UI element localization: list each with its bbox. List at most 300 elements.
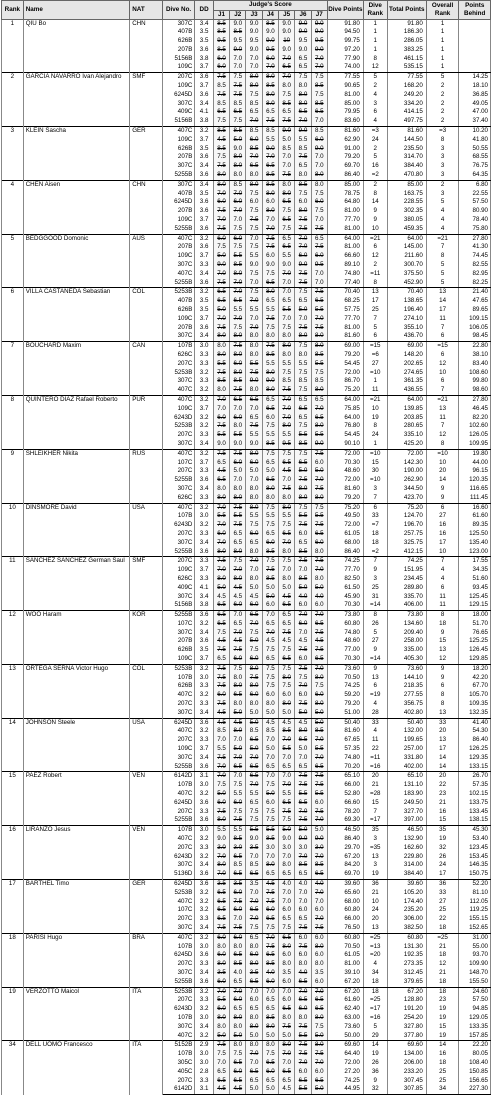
total-points-cell: 273.35 <box>387 960 426 969</box>
dive-points-cell: 81.00 <box>327 324 363 333</box>
j4-cell: 6.0 <box>262 906 278 915</box>
dive-rank-cell: =17 <box>363 816 387 825</box>
overall-rank-cell: 1 <box>426 55 459 64</box>
dive-points-cell: 84.20 <box>327 861 363 870</box>
dive-no-cell: 6245D <box>162 718 195 727</box>
dive-rank-cell: 14 <box>363 1041 387 1050</box>
j7-cell: 3.0 <box>311 844 327 853</box>
j6-cell: 9.0 <box>295 28 311 37</box>
j1-cell: 8.5 <box>213 28 229 37</box>
dive-rank-cell: 26 <box>363 620 387 629</box>
points-behind-cell: 22.80 <box>459 342 491 351</box>
j7-cell: 7.0 <box>311 853 327 862</box>
j1-cell: 7.0 <box>213 270 229 279</box>
j5-cell: 8.0 <box>279 190 295 199</box>
dd-cell: 3.8 <box>195 55 213 64</box>
dive-no-cell: 5253B <box>162 369 195 378</box>
overall-rank-cell: 12 <box>426 360 459 369</box>
dive-no-cell: 307C <box>162 19 195 28</box>
dive-no-cell: 5253B <box>162 987 195 996</box>
dive-rank-cell: =16 <box>363 1014 387 1023</box>
j3-cell: 4.5 <box>246 593 262 602</box>
points-behind-cell: 82.20 <box>459 414 491 423</box>
dd-cell: 3.5 <box>195 306 213 315</box>
j3-cell: 8.0 <box>246 351 262 360</box>
j1-cell: 7.5 <box>213 369 229 378</box>
dive-points-cell: 46.50 <box>327 826 363 835</box>
j5-cell: 4.5 <box>279 718 295 727</box>
header-dive-rank: Dive Rank <box>363 1 387 20</box>
points-behind-cell: 41.30 <box>459 243 491 252</box>
total-points-cell: 229.80 <box>387 853 426 862</box>
j2-cell: 7.5 <box>230 225 246 234</box>
points-behind-cell: 116.65 <box>459 485 491 494</box>
dd-cell: 3.3 <box>195 996 213 1005</box>
dive-rank-cell: 5 <box>363 73 387 82</box>
j3-cell: 5.0 <box>246 745 262 754</box>
j1-cell: 6.0 <box>213 63 229 72</box>
dive-rank-cell: 5 <box>363 324 387 333</box>
j3-cell: 9.0 <box>246 835 262 844</box>
j2-cell: 6.5 <box>230 691 246 700</box>
dive-rank-cell: =25 <box>363 933 387 942</box>
overall-rank-cell: 1 <box>426 28 459 37</box>
j5-cell: 7.5 <box>279 521 295 530</box>
j3-cell: 7.0 <box>246 889 262 898</box>
j1-cell: 8.0 <box>213 548 229 557</box>
table-row <box>2 180 491 189</box>
overall-rank-cell: 16 <box>426 530 459 539</box>
dive-no-cell: 207C <box>162 808 195 817</box>
j2-cell: 7.5 <box>230 816 246 825</box>
j1-cell: 8.5 <box>213 127 229 136</box>
j2-cell: 8.0 <box>230 700 246 709</box>
points-behind-cell: 68.55 <box>459 153 491 162</box>
j4-cell: 7.5 <box>262 557 278 566</box>
athlete-rank: 18 <box>2 933 24 987</box>
dive-rank-cell: =14 <box>363 655 387 664</box>
j5-cell: 4.5 <box>279 467 295 476</box>
dive-rank-cell: 6 <box>363 332 387 341</box>
dive-no-cell: 307C <box>162 539 195 548</box>
j2-cell: 8.5 <box>230 835 246 844</box>
points-behind-cell: 123.00 <box>459 548 491 557</box>
j2-cell: 7.5 <box>230 91 246 100</box>
dd-cell: 3.3 <box>195 494 213 503</box>
dive-points-cell: 77.70 <box>327 315 363 324</box>
dive-points-cell: 91.00 <box>327 145 363 154</box>
j2-cell: 8.5 <box>230 960 246 969</box>
j1-cell: 7.5 <box>213 700 229 709</box>
j6-cell: 9.0 <box>295 127 311 136</box>
j2-cell: 8.0 <box>230 351 246 360</box>
j1-cell: 8.0 <box>213 494 229 503</box>
dive-no-cell: 207C <box>162 915 195 924</box>
points-behind-cell: 82.95 <box>459 270 491 279</box>
j2-cell: 4.5 <box>230 637 246 646</box>
dive-no-cell: 5156B <box>162 601 195 610</box>
dd-cell: 3.6 <box>195 637 213 646</box>
j4-cell: 5.5 <box>262 306 278 315</box>
points-behind-cell: 109.15 <box>459 315 491 324</box>
dive-points-cell: 29.70 <box>327 844 363 853</box>
j6-cell: 4.0 <box>295 880 311 889</box>
j6-cell: 9.0 <box>295 46 311 55</box>
j3-cell: 6.5 <box>246 870 262 879</box>
j4-cell: 8.0 <box>262 494 278 503</box>
dive-no-cell: 407C <box>162 898 195 907</box>
j3-cell: 3.5 <box>246 880 262 889</box>
j2-cell: 5.5 <box>230 252 246 261</box>
j4-cell: 6.5 <box>262 530 278 539</box>
j3-cell: 8.0 <box>246 664 262 673</box>
points-behind-cell: 31.00 <box>459 933 491 942</box>
j7-cell: 7.5 <box>311 73 327 82</box>
total-points-cell: 151.95 <box>387 566 426 575</box>
overall-rank-cell: =21 <box>426 395 459 404</box>
j6-cell: 7.5 <box>295 225 311 234</box>
dive-no-cell: 307C <box>162 440 195 449</box>
athlete-name: JOHNSON Steele <box>23 718 129 772</box>
dive-no-cell: 409C <box>162 108 195 117</box>
j5-cell: 8.0 <box>279 700 295 709</box>
j4-cell: 7.0 <box>262 933 278 942</box>
dive-points-cell: 81.00 <box>327 91 363 100</box>
overall-rank-cell: 3 <box>426 190 459 199</box>
j7-cell: 6.5 <box>311 763 327 772</box>
j2-cell: 7.5 <box>230 503 246 512</box>
j4-cell: 6.0 <box>262 55 278 64</box>
j4-cell: 7.0 <box>262 987 278 996</box>
total-points-cell: 289.80 <box>387 584 426 593</box>
j4-cell: 7.0 <box>262 216 278 225</box>
overall-rank-cell: 9 <box>426 674 459 683</box>
dive-rank-cell: 31 <box>363 593 387 602</box>
table-row <box>2 987 491 996</box>
j4-cell: 7.5 <box>262 315 278 324</box>
j4-cell: 6.0 <box>262 691 278 700</box>
j7-cell: 8.0 <box>311 342 327 351</box>
dive-points-cell: 77.00 <box>327 646 363 655</box>
dive-rank-cell: 20 <box>363 772 387 781</box>
dive-rank-cell: =2 <box>363 548 387 557</box>
j7-cell: 7.0 <box>311 315 327 324</box>
j7-cell: 9.0 <box>311 440 327 449</box>
dive-points-cell: 81.60 <box>327 727 363 736</box>
j2-cell: 4.5 <box>230 584 246 593</box>
j4-cell: 5.0 <box>262 790 278 799</box>
total-points-cell: 91.80 <box>387 19 426 28</box>
dive-no-cell: 307C <box>162 593 195 602</box>
points-behind-cell: 27.80 <box>459 234 491 243</box>
j3-cell: 5.0 <box>246 467 262 476</box>
dd-cell: 3.2 <box>195 727 213 736</box>
overall-rank-cell: 15 <box>426 1023 459 1032</box>
j5-cell: 7.0 <box>279 539 295 548</box>
dive-points-cell: 64.40 <box>327 1050 363 1059</box>
points-behind-cell: 96.15 <box>459 467 491 476</box>
j3-cell: 8.0 <box>246 171 262 180</box>
j2-cell: 5.5 <box>230 826 246 835</box>
dive-rank-cell: =6 <box>363 351 387 360</box>
dive-points-cell: 70.50 <box>327 943 363 952</box>
table-row <box>2 395 491 404</box>
j7-cell: 9.5 <box>311 37 327 46</box>
j4-cell: 9.5 <box>262 46 278 55</box>
dive-no-cell: 6245D <box>162 799 195 808</box>
overall-rank-cell: =21 <box>426 234 459 243</box>
dive-rank-cell: 13 <box>363 674 387 683</box>
j2-cell: 6.0 <box>230 601 246 610</box>
dive-rank-cell: =10 <box>363 476 387 485</box>
dive-no-cell: 407C <box>162 691 195 700</box>
j3-cell: 3.5 <box>246 844 262 853</box>
points-behind-cell <box>459 28 491 37</box>
dive-no-cell: 6243D <box>162 853 195 862</box>
overall-rank-cell: 5 <box>426 73 459 82</box>
j7-cell: 7.0 <box>311 566 327 575</box>
overall-rank-cell: 21 <box>426 969 459 978</box>
dive-rank-cell: 1 <box>363 377 387 386</box>
j2-cell: 7.5 <box>230 557 246 566</box>
j7-cell: 6.0 <box>311 906 327 915</box>
dd-cell: 3.6 <box>195 816 213 825</box>
j7-cell: 4.0 <box>311 880 327 889</box>
overall-rank-cell: 13 <box>426 405 459 414</box>
j4-cell: 7.5 <box>262 924 278 933</box>
dd-cell: 3.6 <box>195 548 213 557</box>
j5-cell: 3.5 <box>279 969 295 978</box>
overall-rank-cell: 6 <box>426 682 459 691</box>
j6-cell: 7.5 <box>295 646 311 655</box>
dive-points-cell: 77.55 <box>327 73 363 82</box>
total-points-cell: 65.10 <box>387 772 426 781</box>
overall-rank-cell: 27 <box>426 898 459 907</box>
j2-cell: 8.0 <box>230 485 246 494</box>
dive-rank-cell: =15 <box>363 342 387 351</box>
j6-cell: 6.0 <box>295 1068 311 1077</box>
dive-points-cell: 69.70 <box>327 870 363 879</box>
dive-no-cell: 5255B <box>162 279 195 288</box>
points-behind-cell: 126.05 <box>459 431 491 440</box>
overall-rank-cell: 1 <box>426 63 459 72</box>
j4-cell: 6.5 <box>262 162 278 171</box>
dive-points-cell: 86.40 <box>327 548 363 557</box>
total-points-cell: 249.20 <box>387 91 426 100</box>
total-points-cell: 382.50 <box>387 924 426 933</box>
dive-no-cell: 307C <box>162 332 195 341</box>
j3-cell: 9.5 <box>246 37 262 46</box>
j6-cell: 8.0 <box>295 91 311 100</box>
dive-no-cell: 407C <box>162 449 195 458</box>
dive-rank-cell: 25 <box>363 306 387 315</box>
j7-cell: 6.0 <box>311 252 327 261</box>
j7-cell: 8.0 <box>311 332 327 341</box>
athlete-name: SHLEIKHER Nikita <box>23 449 129 503</box>
j4-cell: 8.5 <box>262 19 278 28</box>
dive-no-cell: 307C <box>162 100 195 109</box>
j4-cell: 7.5 <box>262 243 278 252</box>
overall-rank-cell: 3 <box>426 162 459 171</box>
dive-rank-cell: 6 <box>363 503 387 512</box>
overall-rank-cell: 6 <box>426 503 459 512</box>
points-behind-cell: 148.70 <box>459 969 491 978</box>
j4-cell: 7.5 <box>262 781 278 790</box>
dive-no-cell: 5156B <box>162 55 195 64</box>
overall-rank-cell: 9 <box>426 629 459 638</box>
athlete-rank: 1 <box>2 19 24 73</box>
j2-cell: 7.0 <box>230 190 246 199</box>
points-behind-cell: 133.75 <box>459 799 491 808</box>
j3-cell: 8.0 <box>246 494 262 503</box>
total-points-cell: 168.20 <box>387 82 426 91</box>
points-behind-cell: 98.60 <box>459 386 491 395</box>
j5-cell: 6.0 <box>279 951 295 960</box>
dd-cell: 3.0 <box>195 781 213 790</box>
j1-cell: 6.5 <box>213 288 229 297</box>
j3-cell: 7.0 <box>246 63 262 72</box>
total-points-cell: 145.00 <box>387 243 426 252</box>
j6-cell: 7.0 <box>295 987 311 996</box>
overall-rank-cell: 17 <box>426 306 459 315</box>
points-behind-cell: 152.65 <box>459 924 491 933</box>
j5-cell: 3.0 <box>279 844 295 853</box>
j3-cell: 8.5 <box>246 145 262 154</box>
j2-cell: 3.0 <box>230 844 246 853</box>
dd-cell: 3.2 <box>195 933 213 942</box>
j5-cell: 6.5 <box>279 1005 295 1014</box>
dive-points-cell: 60.80 <box>327 933 363 942</box>
points-behind-cell: 94.85 <box>459 1005 491 1014</box>
j2-cell: 6.0 <box>230 234 246 243</box>
points-behind-cell: 64.35 <box>459 171 491 180</box>
j7-cell: 7.0 <box>311 162 327 171</box>
j1-cell: 6.0 <box>213 951 229 960</box>
points-behind-cell: 51.60 <box>459 575 491 584</box>
dive-points-cell: 64.00 <box>327 395 363 404</box>
overall-rank-cell: 5 <box>426 261 459 270</box>
dd-cell: 3.7 <box>195 82 213 91</box>
total-points-cell: 67.20 <box>387 987 426 996</box>
j5-cell: 8.5 <box>279 727 295 736</box>
total-points-cell: 124.70 <box>387 512 426 521</box>
total-points-cell: 209.40 <box>387 629 426 638</box>
j2-cell: 6.0 <box>230 889 246 898</box>
j6-cell: 7.0 <box>295 566 311 575</box>
dive-no-cell: 5253B <box>162 288 195 297</box>
j7-cell: 5.5 <box>311 512 327 521</box>
j1-cell: 7.5 <box>213 225 229 234</box>
total-points-cell: 218.35 <box>387 682 426 691</box>
overall-rank-cell: 16 <box>426 521 459 530</box>
j6-cell: 7.5 <box>295 422 311 431</box>
j1-cell: 6.0 <box>213 234 229 243</box>
j1-cell: 6.0 <box>213 1005 229 1014</box>
dd-cell: 3.4 <box>195 180 213 189</box>
dive-points-cell: 66.60 <box>327 799 363 808</box>
dd-cell: 3.6 <box>195 243 213 252</box>
j2-cell: 8.0 <box>230 332 246 341</box>
header-dive-points: Dive Points <box>327 1 363 20</box>
dive-no-cell: 5136D <box>162 870 195 879</box>
points-behind-cell: 102.60 <box>459 422 491 431</box>
j7-cell: 6.0 <box>311 601 327 610</box>
j4-cell: 6.5 <box>262 870 278 879</box>
dive-points-cell: 74.25 <box>327 1077 363 1086</box>
points-behind-cell <box>459 19 491 28</box>
overall-rank-cell: 11 <box>426 593 459 602</box>
j3-cell: 7.5 <box>246 91 262 100</box>
j4-cell: 7.5 <box>262 898 278 907</box>
dive-points-cell: 49.50 <box>327 512 363 521</box>
points-behind-cell: 133.35 <box>459 1023 491 1032</box>
j1-cell: 7.5 <box>213 664 229 673</box>
total-points-cell: 202.65 <box>387 360 426 369</box>
j7-cell: 7.0 <box>311 216 327 225</box>
j2-cell: 5.0 <box>230 136 246 145</box>
j3-cell: 6.5 <box>246 162 262 171</box>
j3-cell: 6.5 <box>246 1068 262 1077</box>
j7-cell: 6.0 <box>311 799 327 808</box>
j1-cell: 8.5 <box>213 377 229 386</box>
j6-cell: 5.5 <box>295 512 311 521</box>
j3-cell: 8.0 <box>246 700 262 709</box>
athlete-nat: PUR <box>130 395 163 449</box>
points-behind-cell <box>459 37 491 46</box>
points-behind-cell: 81.10 <box>459 889 491 898</box>
points-behind-cell: 126.45 <box>459 646 491 655</box>
j5-cell: 5.5 <box>279 745 295 754</box>
points-behind-cell: 75.80 <box>459 225 491 234</box>
dd-cell: 3.3 <box>195 377 213 386</box>
dive-rank-cell: =19 <box>363 691 387 700</box>
athlete-rank: 7 <box>2 342 24 396</box>
j6-cell: 6.5 <box>295 978 311 987</box>
dive-rank-cell: =17 <box>363 1005 387 1014</box>
j6-cell: 6.0 <box>295 906 311 915</box>
j5-cell: 8.0 <box>279 861 295 870</box>
dd-cell: 3.8 <box>195 601 213 610</box>
j2-cell: 6.0 <box>230 996 246 1005</box>
dd-cell: 3.3 <box>195 808 213 817</box>
j4-cell: 3.0 <box>262 844 278 853</box>
j1-cell: 6.5 <box>213 601 229 610</box>
dive-no-cell: 407C <box>162 270 195 279</box>
j4-cell: 6.5 <box>262 459 278 468</box>
j1-cell: 8.5 <box>213 19 229 28</box>
total-points-cell: 254.20 <box>387 1014 426 1023</box>
j4-cell: 8.0 <box>262 207 278 216</box>
j3-cell: 8.0 <box>246 332 262 341</box>
dive-no-cell: 207B <box>162 46 195 55</box>
total-points-cell: 69.00 <box>387 342 426 351</box>
j5-cell: 8.0 <box>279 575 295 584</box>
j7-cell: 5.0 <box>311 1032 327 1041</box>
dive-points-cell: 65.10 <box>327 772 363 781</box>
overall-rank-cell: 11 <box>426 315 459 324</box>
dive-rank-cell: 2 <box>363 180 387 189</box>
j5-cell: 7.5 <box>279 816 295 825</box>
j2-cell: 6.5 <box>230 108 246 117</box>
total-points-cell: 131.10 <box>387 781 426 790</box>
j1-cell: 6.5 <box>213 915 229 924</box>
j1-cell: 7.0 <box>213 763 229 772</box>
j5-cell: 7.0 <box>279 889 295 898</box>
j4-cell: 7.5 <box>262 674 278 683</box>
j6-cell: 5.5 <box>295 136 311 145</box>
j2-cell: 7.0 <box>230 611 246 620</box>
total-points-cell: 327.70 <box>387 808 426 817</box>
